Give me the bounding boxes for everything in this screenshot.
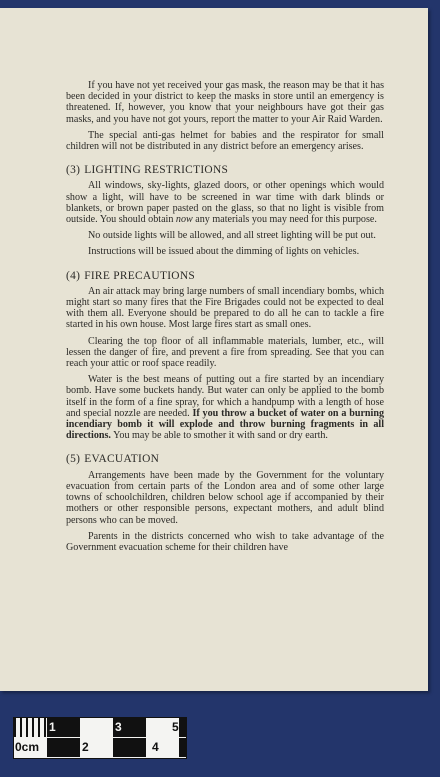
scale-segment xyxy=(80,718,113,737)
text-span: any materials you may need for this purpose. xyxy=(192,214,377,226)
section-title: EVACUATION xyxy=(84,453,160,466)
fire-paragraph-1: An air attack may bring large numbers of small incendiary bombs, which might start so many fires that the Fire Brigades could not be expected to deal with them all. Everyone should be prepared to do all he can to tackle a fire started in his own house. Most large fires start as small ones. xyxy=(66,285,384,331)
scale-label-0cm: 0cm xyxy=(14,738,47,757)
document-text xyxy=(66,80,384,558)
scale-label-4: 4 xyxy=(146,738,179,757)
section-heading-evacuation xyxy=(66,454,384,465)
section-number: (4) xyxy=(66,269,81,282)
section-title: LIGHTING RESTRICTIONS xyxy=(84,164,229,177)
scale-label-2: 2 xyxy=(80,738,113,757)
bold-warning: If you throw a bucket of water on a burning incendiary bomb it will explode and throw burning fragments in all directions. xyxy=(66,407,384,442)
fire-paragraph-3 xyxy=(66,374,384,441)
section-title: FIRE PRECAUTIONS xyxy=(84,269,195,282)
section-number: (3) xyxy=(66,164,81,177)
evacuation-paragraph-2: Parents in the districts concerned who wish to take advantage of the Government evacuation scheme for their children have xyxy=(66,530,384,553)
scale-segment xyxy=(47,738,80,757)
section-heading-fire xyxy=(66,271,384,282)
scale-segment xyxy=(113,738,146,757)
scale-ticks xyxy=(14,718,47,737)
lighting-paragraph-1 xyxy=(66,180,384,225)
centimetre-scale-bar xyxy=(13,717,187,759)
text-span: You may be able to smother it with sand or dry earth. xyxy=(110,430,328,442)
evacuation-paragraph-1: Arrangements have been made by the Government for the voluntary evacuation from certain parts of the London area and of some other large towns of schoolchildren, children below school age if accompanied by their mothers or other responsible persons, expectant mothers, and adult blind persons who can be moved. xyxy=(66,469,384,526)
lighting-paragraph-2: No outside lights will be allowed, and all street lighting will be put out. xyxy=(88,230,376,242)
gas-mask-paragraph: If you have not yet received your gas mask, the reason may be that it has been decided in your district to keep the masks in store until an emergency is threatened. If, however, you know that your neighbours have got their gas masks, and you have not got yours, report the matter to your Air Raid Warden. xyxy=(66,80,384,125)
text-span: All windows, sky-lights, glazed doors, or other openings which would show a light, will have to be screened in war time with dark blinds or blankets, or brown paper pasted on the glass, so that no light is visible from outside. You should obtain xyxy=(66,180,384,226)
text-span: Water is the best means of putting out a fire started by an incendiary bomb. Have some buckets handy. But water can only be applied to the bomb itself in the form of a fine spray, for which a handpump with a length of hose and special nozzle are needed. xyxy=(66,374,384,419)
scale-segment xyxy=(179,738,186,757)
scale-label-5: 5 xyxy=(172,720,179,734)
scale-label-3: 3 xyxy=(113,718,146,737)
section-heading-lighting xyxy=(66,165,384,176)
fire-paragraph-2: Clearing the top floor of all inflammable materials, lumber, etc., will lessen the danger of fire, and prevent a fire from spreading. See that you can reach your attic or roof space readily. xyxy=(66,335,384,370)
anti-gas-helmet-paragraph: The special anti-gas helmet for babies and the respirator for small children will not be distributed in any district before an emergency arises. xyxy=(66,129,384,153)
scale-label-1: 1 xyxy=(47,718,80,737)
emphasis-now: now xyxy=(175,214,193,226)
lighting-paragraph-3: Instructions will be issued about the dimming of lights on vehicles. xyxy=(88,246,360,258)
document-page xyxy=(0,8,428,691)
section-number: (5) xyxy=(66,453,81,466)
